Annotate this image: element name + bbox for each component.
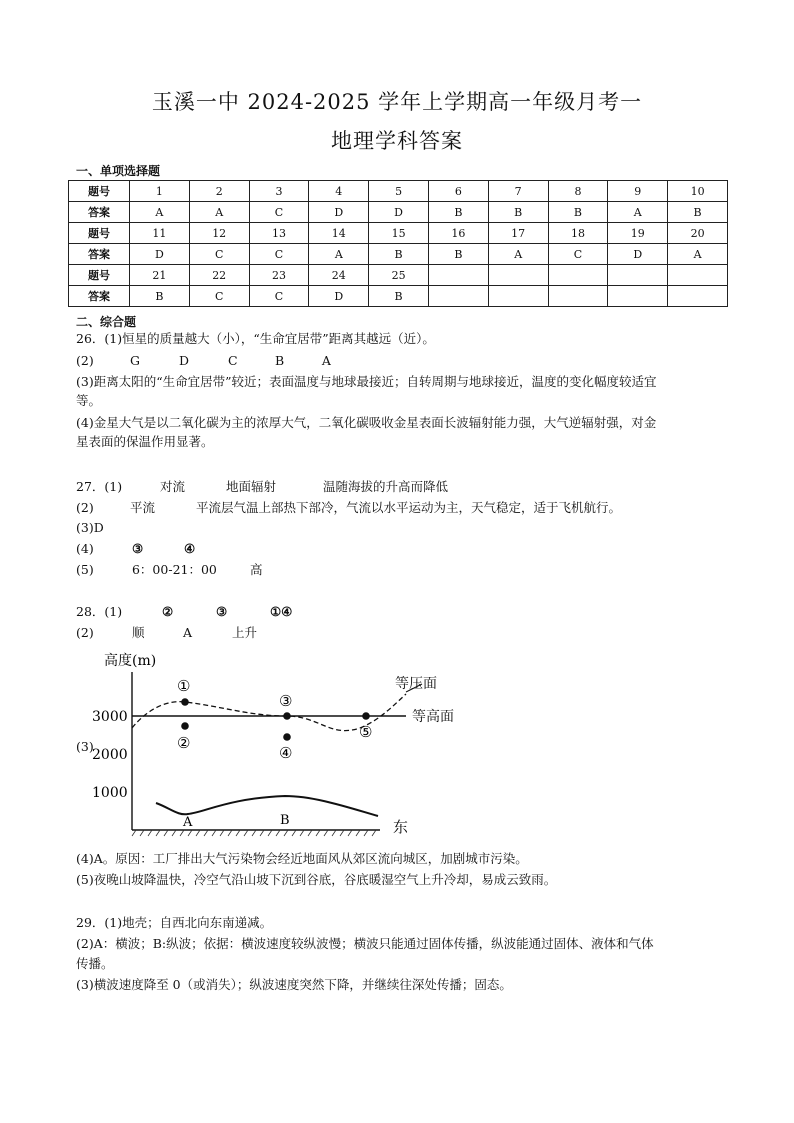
question-number-cell: 16	[428, 223, 488, 244]
answer-cell	[488, 286, 548, 307]
row-header-answer: 答案	[69, 202, 130, 223]
question-number-cell: 8	[548, 181, 608, 202]
answer-cell	[548, 286, 608, 307]
q27-part1-label: 27．(1)	[76, 479, 123, 494]
diagram-tick-1000: 1000	[92, 785, 128, 801]
answer-cell: D	[309, 286, 369, 307]
q26-part4: (4)金星大气是以二氧化碳为主的浓厚大气，二氧化碳吸收金星表面长波辐射能力强，大气逆辐射强，对金	[76, 415, 657, 430]
answer-cell: B	[548, 202, 608, 223]
q28-answer-item: 顺	[131, 625, 145, 640]
q26-answer-item: C	[227, 353, 238, 368]
q26-part2	[76, 352, 726, 370]
q28-part2-label: (2)	[76, 625, 94, 640]
answer-cell	[608, 286, 668, 307]
answer-cell: C	[249, 202, 309, 223]
q27-part1	[76, 478, 726, 496]
q28-part5: (5)夜晚山坡降温快，冷空气沿山坡下沉到谷底，谷底暖湿空气上升冷却，易成云致雨。	[76, 872, 557, 887]
point-3-dot	[283, 712, 291, 720]
question-number-cell	[428, 265, 488, 286]
q28-answer-item: A	[182, 625, 192, 640]
answer-cell: C	[548, 244, 608, 265]
q28-answer-item: 上升	[231, 625, 257, 640]
row-header-question: 题号	[69, 265, 130, 286]
row-header-answer: 答案	[69, 286, 130, 307]
question-number-cell: 22	[189, 265, 249, 286]
question-number-cell: 21	[130, 265, 190, 286]
point-2-label: ②	[177, 734, 191, 752]
question-number-cell	[608, 265, 668, 286]
east-direction-label: 东	[393, 818, 409, 836]
question-number-cell: 6	[428, 181, 488, 202]
q26-part2-label: (2)	[76, 353, 94, 368]
q27-answer-item: 6：00-21：00	[131, 562, 217, 577]
question-number-cell: 24	[309, 265, 369, 286]
question-number-row	[69, 181, 728, 202]
question-number-cell: 4	[309, 181, 369, 202]
question-number-cell: 15	[369, 223, 429, 244]
answer-cell: B	[428, 202, 488, 223]
q27-part4-label: (4)	[76, 541, 94, 556]
q26-answer-item: D	[178, 353, 189, 368]
answer-cell: A	[668, 244, 728, 265]
section-heading-choice: 一、单项选择题	[76, 164, 161, 178]
q29-part2-cont: 传播。	[76, 956, 114, 971]
question-number-cell: 7	[488, 181, 548, 202]
q28-part1	[76, 603, 726, 621]
question-number-cell: 18	[548, 223, 608, 244]
answer-table	[68, 180, 728, 307]
terrain-profile	[156, 796, 378, 816]
row-header-answer: 答案	[69, 244, 130, 265]
question-number-cell: 20	[668, 223, 728, 244]
q29-part3: (3)横波速度降至 0（或消失）；纵波速度突然下降，并继续往深处传播；固态。	[76, 977, 512, 992]
row-header-question: 题号	[69, 223, 130, 244]
isobaric-surface-label: 等压面	[395, 676, 437, 692]
q27-answer-item: 平流层气温上部热下部冷，气流以水平运动为主，天气稳定，适于飞机航行。	[195, 500, 621, 515]
answer-cell	[428, 286, 488, 307]
answer-cell: A	[309, 244, 369, 265]
answer-cell: D	[309, 202, 369, 223]
answer-cell: D	[369, 202, 429, 223]
point-4-label: ④	[279, 744, 293, 762]
section-heading-comprehensive: 二、综合题	[76, 315, 137, 329]
q27-answer-item: ④	[183, 541, 196, 556]
answer-cell: B	[130, 286, 190, 307]
exam-subtitle: 地理学科答案	[331, 129, 463, 153]
question-number-cell: 1	[130, 181, 190, 202]
q27-part5-label: (5)	[76, 562, 94, 577]
q26-part4-cont: 星表面的保温作用显著。	[76, 434, 214, 449]
question-number-cell	[668, 265, 728, 286]
iso-height-surface-label: 等高面	[412, 709, 454, 725]
answer-cell: A	[608, 202, 668, 223]
q26-answer-item: A	[321, 353, 331, 368]
q29-part2: (2)A：横波；B:纵波；依据：横波速度较纵波慢；横波只能通过固体传播，纵波能通过固体、液体和气体	[76, 936, 654, 951]
ground-hatching	[132, 830, 376, 836]
q27-answer-item: 平流	[129, 500, 155, 515]
question-number-cell	[548, 265, 608, 286]
point-4-dot	[283, 733, 291, 741]
q26-part3-cont: 等。	[76, 393, 102, 408]
answer-cell: A	[189, 202, 249, 223]
answer-cell: A	[130, 202, 190, 223]
diagram-tick-2000: 2000	[92, 747, 128, 763]
q27-part3: (3)D	[76, 520, 104, 535]
q26-answer-item: G	[129, 353, 140, 368]
q27-part2-label: (2)	[76, 500, 94, 515]
answer-cell	[668, 286, 728, 307]
point-3-label: ③	[279, 692, 293, 710]
answer-cell: C	[189, 244, 249, 265]
question-number-cell: 17	[488, 223, 548, 244]
diagram-ylabel: 高度(m)	[104, 653, 157, 669]
answer-cell: A	[488, 244, 548, 265]
row-header-question: 题号	[69, 181, 130, 202]
q27-answer-item: 地面辐射	[225, 479, 276, 494]
question-number-cell: 3	[249, 181, 309, 202]
isobaric-surface-diagram	[90, 648, 430, 848]
q27-answer-item: 高	[249, 562, 263, 577]
q27-part5	[76, 561, 726, 579]
answer-row	[69, 244, 728, 265]
question-number-cell	[488, 265, 548, 286]
q28-part4: (4)A。原因：工厂排出大气污染物会经近地面风从郊区流向城区，加剧城市污染。	[76, 851, 528, 866]
point-5-label: ⑤	[359, 723, 373, 741]
q27-part4	[76, 540, 726, 558]
q28-answer-item: ①④	[269, 604, 293, 619]
q28-part3-label: (3)	[76, 739, 94, 754]
q27-answer-item: ③	[131, 541, 144, 556]
question-number-cell: 23	[249, 265, 309, 286]
diagram-tick-3000: 3000	[92, 709, 128, 725]
question-number-cell: 25	[369, 265, 429, 286]
question-number-cell: 9	[608, 181, 668, 202]
point-5-dot	[362, 712, 370, 720]
question-number-row	[69, 265, 728, 286]
question-number-cell: 19	[608, 223, 668, 244]
question-number-cell: 5	[369, 181, 429, 202]
exam-title: 玉溪一中 2024-2025 学年上学期高一年级月考一	[151, 90, 643, 114]
question-number-row	[69, 223, 728, 244]
answer-cell: B	[488, 202, 548, 223]
q26-answer-item: B	[274, 353, 285, 368]
answer-cell: B	[369, 286, 429, 307]
terrain-label-a: A	[183, 815, 193, 830]
answer-cell: C	[249, 244, 309, 265]
q26-part1: 26．(1)恒星的质量越大（小），“生命宜居带”距离其越远（近）。	[76, 331, 435, 346]
question-number-cell: 13	[249, 223, 309, 244]
answer-cell: D	[130, 244, 190, 265]
q28-answer-item: ③	[215, 604, 228, 619]
q27-part2	[76, 499, 726, 517]
point-1-label: ①	[177, 677, 191, 695]
terrain-label-b: B	[280, 813, 290, 828]
question-number-cell: 10	[668, 181, 728, 202]
q27-answer-item: 对流	[159, 479, 185, 494]
answer-row	[69, 286, 728, 307]
question-number-cell: 12	[189, 223, 249, 244]
answer-row	[69, 202, 728, 223]
q28-part2	[76, 624, 726, 642]
q26-part3: (3)距离太阳的“生命宜居带”较近；表面温度与地球最接近；自转周期与地球接近，温度的变化幅度较适宜	[76, 374, 657, 389]
q29-part1: 29．(1)地壳；自西北向东南递减。	[76, 915, 273, 930]
q28-answer-item: ②	[161, 604, 174, 619]
q28-part1-label: 28．(1)	[76, 604, 123, 619]
point-1-dot	[181, 698, 189, 706]
answer-cell: B	[369, 244, 429, 265]
answer-cell: B	[428, 244, 488, 265]
answer-cell: D	[608, 244, 668, 265]
q27-answer-item: 温随海拔的升高而降低	[322, 479, 448, 494]
question-number-cell: 14	[309, 223, 369, 244]
answer-cell: C	[189, 286, 249, 307]
question-number-cell: 11	[130, 223, 190, 244]
answer-cell: C	[249, 286, 309, 307]
point-2-dot	[181, 722, 189, 730]
answer-cell: B	[668, 202, 728, 223]
question-number-cell: 2	[189, 181, 249, 202]
